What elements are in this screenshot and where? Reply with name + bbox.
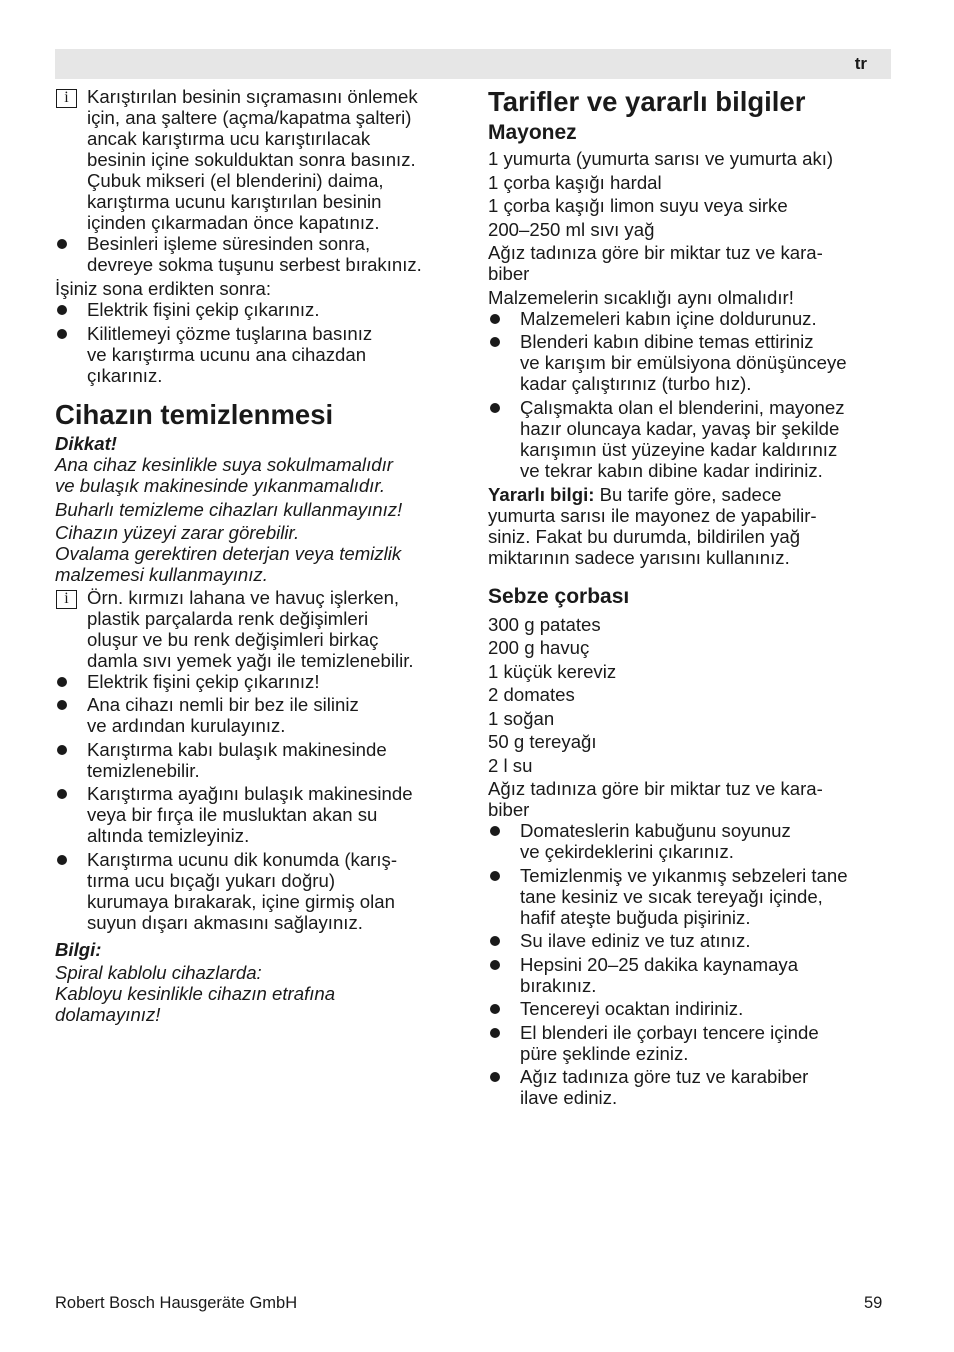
ingredient-line: Ağız tadınıza göre bir miktar tuz ve kara- biber xyxy=(488,242,823,284)
list-item-text: Karıştırma kabı bulaşık makinesinde temizlenebilir. xyxy=(87,738,387,781)
ingredient-line: 1 soğan xyxy=(488,707,555,729)
page-number: 59 xyxy=(864,1294,883,1312)
ingredient-list xyxy=(488,148,893,308)
list-item-text: Hepsini 20–25 dakika kaynamaya bırakınız. xyxy=(520,953,799,996)
list-item-text: Domateslerin kabuğunu soyunuz ve çekirdeklerini çıkarınız. xyxy=(520,820,791,862)
bullet-icon xyxy=(490,1004,500,1014)
list-item xyxy=(55,671,470,692)
list-item xyxy=(488,308,893,329)
bullet-icon xyxy=(490,936,500,946)
bullet-icon xyxy=(57,329,67,339)
tip-paragraph xyxy=(488,484,893,568)
info-note-text: Örn. kırmızı lahana ve havuç işlerken, plastik parçalarda renk değişimleri oluşur ve bu renk değişimleri birkaç damla sıvı yemek yağı ile temizlenebilir. xyxy=(87,586,414,671)
cleaning-title: Cihazın temizlenmesi xyxy=(55,398,334,430)
list-item xyxy=(488,1066,893,1108)
list-item-text: Tencereyi ocaktan indiriniz. xyxy=(520,998,744,1019)
after-work-label: İşiniz sona erdikten sonra: xyxy=(55,278,272,299)
footer-company: Robert Bosch Hausgeräte GmbH xyxy=(55,1294,298,1312)
info-icon: i xyxy=(56,590,77,609)
bullet-icon xyxy=(490,403,500,413)
list-item-text: Elektrik fişini çekip çıkarınız. xyxy=(87,299,320,320)
soup-title: Sebze çorbası xyxy=(488,584,630,608)
note-text: Spiral kablolu cihazlarda: Kabloyu kesinlikle cihazın etrafına dolamayınız! xyxy=(55,961,336,1025)
step-list xyxy=(488,308,893,481)
list-item xyxy=(488,930,893,951)
tip-label: Yararlı bilgi: xyxy=(488,483,595,505)
bullet-icon xyxy=(490,826,500,836)
info-icon: i xyxy=(56,89,77,108)
list-item xyxy=(488,1022,893,1064)
list-item xyxy=(488,397,893,481)
caution-label: Dikkat! xyxy=(55,432,118,454)
bullet-icon xyxy=(57,855,67,865)
warning-text: Ana cihaz kesinlikle suya sokulmamalıdır ve bulaşık makinesinde yıkanmamalıdır. xyxy=(55,453,393,496)
list-item-text: Elektrik fişini çekip çıkarınız! xyxy=(87,670,320,692)
header-bar xyxy=(55,49,891,79)
ingredient-line: 1 çorba kaşığı limon suyu veya sirke xyxy=(488,195,788,216)
list-item-text: Blenderi kabın dibine temas ettiriniz ve karışım bir emülsiyona dönüşünceye kadar çalıştırınız (turbo hız). xyxy=(520,331,847,394)
list-item xyxy=(488,954,893,996)
list-item-text: El blenderi ile çorbayı tencere içinde püre şeklinde eziniz. xyxy=(520,1021,819,1064)
list-item xyxy=(55,739,470,781)
ingredient-line: 1 küçük kereviz xyxy=(488,660,617,682)
ingredient-line: 2 domates xyxy=(488,684,575,705)
ingredient-line: 300 g patates xyxy=(488,613,601,635)
list-item-text: Ağız tadınıza göre tuz ve karabiber ilave ediniz. xyxy=(520,1066,809,1108)
list-item xyxy=(55,849,470,933)
bullet-list xyxy=(55,671,470,933)
recipes-title: Tarifler ve yararlı bilgiler xyxy=(488,86,806,117)
bullet-icon xyxy=(57,789,67,799)
bullet-list xyxy=(55,233,470,275)
list-item-text: Çalışmakta olan el blenderini, mayonez hazır oluncaya kadar, yavaş bir şekilde karışımın üst yüzeyine kadar kaldırınız ve tekrar kabın dibine kadar indiriniz. xyxy=(520,396,845,481)
bullet-icon xyxy=(490,1028,500,1038)
bullet-list xyxy=(55,299,470,386)
bullet-icon xyxy=(57,700,67,710)
bullet-icon xyxy=(57,305,67,315)
info-note-color xyxy=(55,587,470,671)
ingredient-list xyxy=(488,614,893,821)
bullet-icon xyxy=(490,1072,500,1082)
step-list xyxy=(488,820,893,1108)
bullet-icon xyxy=(57,745,67,755)
list-item-text: Temizlenmiş ve yıkanmış sebzeleri tane tane kesiniz ve sıcak tereyağı içinde, hafif ateşte buğuda pişiriniz. xyxy=(520,864,848,928)
bullet-icon xyxy=(57,239,67,249)
list-item xyxy=(55,323,470,386)
note-label: Bilgi: xyxy=(55,938,102,960)
language-code: tr xyxy=(854,54,867,73)
list-item-text: Karıştırma ucunu dik konumda (karış- tırma ucu bıçağı yukarı doğru) kurumaya bırakarak, içine girmiş olan suyun dışarı akmasını sağlayınız. xyxy=(87,848,398,933)
list-item xyxy=(488,820,893,862)
list-item xyxy=(55,783,470,846)
list-item-text: Ana cihazı nemli bir bez ile siliniz ve ardından kurulayınız. xyxy=(87,694,359,736)
info-note-text: Karıştırılan besinin sıçramasını önlemek için, ana şaltere (açma/kapatma şalteri) ancak karıştırma ucu karıştırılacak besinin içine sokulduktan sonra basınız. Çubuk mikseri (el blenderini) daima, karıştırma ucunu karıştırılan besinin içinden çıkarmadan önce kapatınız. xyxy=(87,86,418,233)
ingredient-line: 2 l su xyxy=(488,754,533,776)
bullet-icon xyxy=(490,337,500,347)
list-item-text: Malzemeleri kabın içine doldurunuz. xyxy=(520,307,817,329)
info-note-switch xyxy=(55,86,470,233)
ingredient-line: Malzemelerin sıcaklığı aynı olmalıdır! xyxy=(488,286,794,308)
bullet-icon xyxy=(490,314,500,324)
ingredient-line: Ağız tadınıza göre bir miktar tuz ve kara- biber xyxy=(488,778,823,820)
list-item xyxy=(488,331,893,394)
ingredient-line: 50 g tereyağı xyxy=(488,731,597,752)
warning-text: Buharlı temizleme cihazları kullanmayınız! xyxy=(55,498,403,520)
warning-text: Cihazın yüzeyi zarar görebilir. Ovalama gerektiren deterjan veya temizlik malzemesi kullanmayınız. xyxy=(55,521,402,585)
ingredient-line: 1 yumurta (yumurta sarısı ve yumurta akı) xyxy=(488,148,834,169)
bullet-icon xyxy=(490,871,500,881)
tip-text: Bu tarife göre, sadece yumurta sarısı ile mayonez de yapabilir- siniz. Fakat bu durumda, bildirilen yağ miktarının sadece yarısını kullanınız. xyxy=(488,483,817,568)
bullet-icon xyxy=(57,677,67,687)
list-item-text: Su ilave ediniz ve tuz atınız. xyxy=(520,930,751,951)
ingredient-line: 1 çorba kaşığı hardal xyxy=(488,171,662,193)
mayonnaise-title: Mayonez xyxy=(488,121,577,144)
list-item: Besinleri işleme süresinden sonra, devreye sokma tuşunu serbest bırakınız. xyxy=(55,233,470,275)
ingredient-line: 200–250 ml sıvı yağ xyxy=(488,218,655,240)
list-item xyxy=(488,998,893,1019)
list-item xyxy=(55,694,470,736)
list-item-text: Karıştırma ayağını bulaşık makinesinde veya bir fırça ile musluktan akan su altında temizleyiniz. xyxy=(87,783,413,846)
bullet-icon xyxy=(490,960,500,970)
right-column xyxy=(488,86,893,1108)
left-column xyxy=(55,86,470,1025)
list-item xyxy=(488,865,893,928)
ingredient-line: 200 g havuç xyxy=(488,637,590,658)
list-item-text: Kilitlemeyi çözme tuşlarına basınız ve karıştırma ucunu ana cihazdan çıkarınız. xyxy=(87,322,373,386)
list-item xyxy=(55,299,470,320)
